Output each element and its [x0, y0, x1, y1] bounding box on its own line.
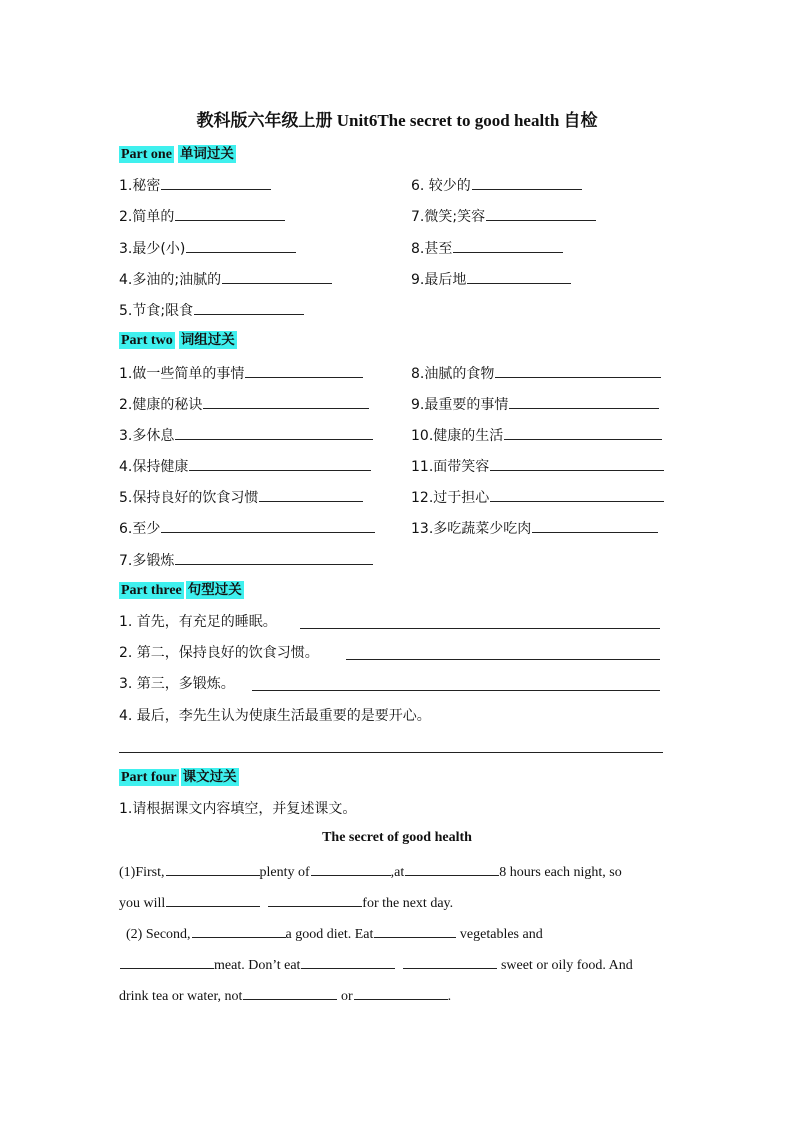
answer-blank[interactable] [186, 237, 296, 253]
section-heading-part-four [119, 767, 239, 787]
answer-line[interactable] [346, 659, 660, 660]
answer-blank[interactable] [166, 893, 260, 907]
answer-blank[interactable] [161, 174, 271, 190]
phrase-item: 4.保持健康 [119, 455, 371, 477]
vocab-item: 2.简单的 [119, 205, 285, 227]
vocab-item: 5.节食;限食 [119, 299, 304, 321]
sentence-item: 3. 第三，多锻炼。 [119, 676, 235, 692]
answer-blank[interactable] [504, 424, 662, 440]
page-title: 教科版六年级上册 Unit6The secret to good health 自检 [196, 111, 598, 130]
answer-blank[interactable] [222, 268, 332, 284]
passage-line: you will for the next day. [119, 893, 453, 912]
phrase-item: 5.保持良好的饮食习惯 [119, 486, 363, 508]
section-label-en: Part two [121, 333, 173, 348]
vocab-item: 6. 较少的 [411, 174, 582, 196]
answer-blank[interactable] [301, 955, 395, 969]
vocab-item: 7.微笑;笑容 [411, 205, 596, 227]
answer-blank[interactable] [405, 862, 499, 876]
answer-blank[interactable] [194, 299, 304, 315]
vocab-item: 1.秘密 [119, 174, 271, 196]
section-label-cn: 课文过关 [182, 769, 237, 785]
passage-line: drink tea or water, not or . [119, 986, 451, 1005]
answer-blank[interactable] [354, 986, 448, 1000]
answer-blank[interactable] [311, 862, 391, 876]
answer-line[interactable] [119, 752, 663, 753]
answer-blank[interactable] [175, 205, 285, 221]
answer-blank[interactable] [245, 362, 363, 378]
phrase-item: 12.过于担心 [411, 486, 664, 508]
phrase-item: 9.最重要的事情 [411, 393, 659, 415]
sentence-item: 2. 第二，保持良好的饮食习惯。 [119, 645, 319, 661]
vocab-item: 4.多油的;油腻的 [119, 268, 332, 290]
answer-blank[interactable] [189, 455, 371, 471]
section-heading-part-three [119, 580, 244, 600]
section-label-cn: 单词过关 [179, 146, 234, 162]
section-label-cn: 词组过关 [180, 332, 235, 348]
answer-blank[interactable] [161, 517, 375, 533]
section-heading-part-one [119, 144, 236, 164]
answer-blank[interactable] [495, 362, 661, 378]
answer-blank[interactable] [175, 549, 373, 565]
answer-line[interactable] [252, 690, 660, 691]
answer-blank[interactable] [486, 205, 596, 221]
answer-blank[interactable] [120, 955, 214, 969]
passage-title: The secret of good health [322, 830, 472, 845]
answer-blank[interactable] [509, 393, 659, 409]
section-label-cn: 句型过关 [187, 582, 242, 598]
answer-blank[interactable] [472, 174, 582, 190]
section-label-en: Part four [121, 770, 177, 785]
phrase-item: 6.至少 [119, 517, 375, 539]
answer-blank[interactable] [203, 393, 369, 409]
phrase-item: 2.健康的秘诀 [119, 393, 369, 415]
answer-blank[interactable] [467, 268, 571, 284]
vocab-item: 8.甚至 [411, 237, 563, 259]
instruction-text: 1.请根据课文内容填空，并复述课文。 [119, 801, 357, 817]
answer-blank[interactable] [175, 424, 373, 440]
passage-line: meat. Don’t eat sweet or oily food. And [119, 955, 633, 974]
answer-blank[interactable] [403, 955, 497, 969]
phrase-item: 1.做一些简单的事情 [119, 362, 363, 384]
vocab-item: 9.最后地 [411, 268, 571, 290]
answer-line[interactable] [300, 628, 660, 629]
answer-blank[interactable] [490, 486, 664, 502]
answer-blank[interactable] [374, 924, 456, 938]
phrase-item: 10.健康的生活 [411, 424, 662, 446]
vocab-item: 3.最少(小) [119, 237, 296, 259]
phrase-item: 13.多吃蔬菜少吃肉 [411, 517, 658, 539]
answer-blank[interactable] [243, 986, 337, 1000]
answer-blank[interactable] [192, 924, 286, 938]
answer-blank[interactable] [532, 517, 658, 533]
section-label-en: Part three [121, 583, 182, 598]
passage-line: (2) Second, a good diet. Eat vegetables and [126, 924, 543, 943]
answer-blank[interactable] [490, 455, 664, 471]
answer-blank[interactable] [453, 237, 563, 253]
answer-blank[interactable] [268, 893, 362, 907]
sentence-item: 4. 最后，李先生认为使康生活最重要的是要开心。 [119, 708, 431, 724]
phrase-item: 3.多休息 [119, 424, 373, 446]
phrase-item: 11.面带笑容 [411, 455, 664, 477]
phrase-item: 8.油腻的食物 [411, 362, 661, 384]
passage-line: (1)First, plenty of ,at 8 hours each night, so [119, 862, 622, 881]
phrase-item: 7.多锻炼 [119, 549, 373, 571]
section-heading-part-two [119, 330, 237, 350]
section-label-en: Part one [121, 147, 172, 162]
answer-blank[interactable] [259, 486, 363, 502]
sentence-item: 1. 首先，有充足的睡眠。 [119, 614, 277, 630]
answer-blank[interactable] [166, 862, 260, 876]
